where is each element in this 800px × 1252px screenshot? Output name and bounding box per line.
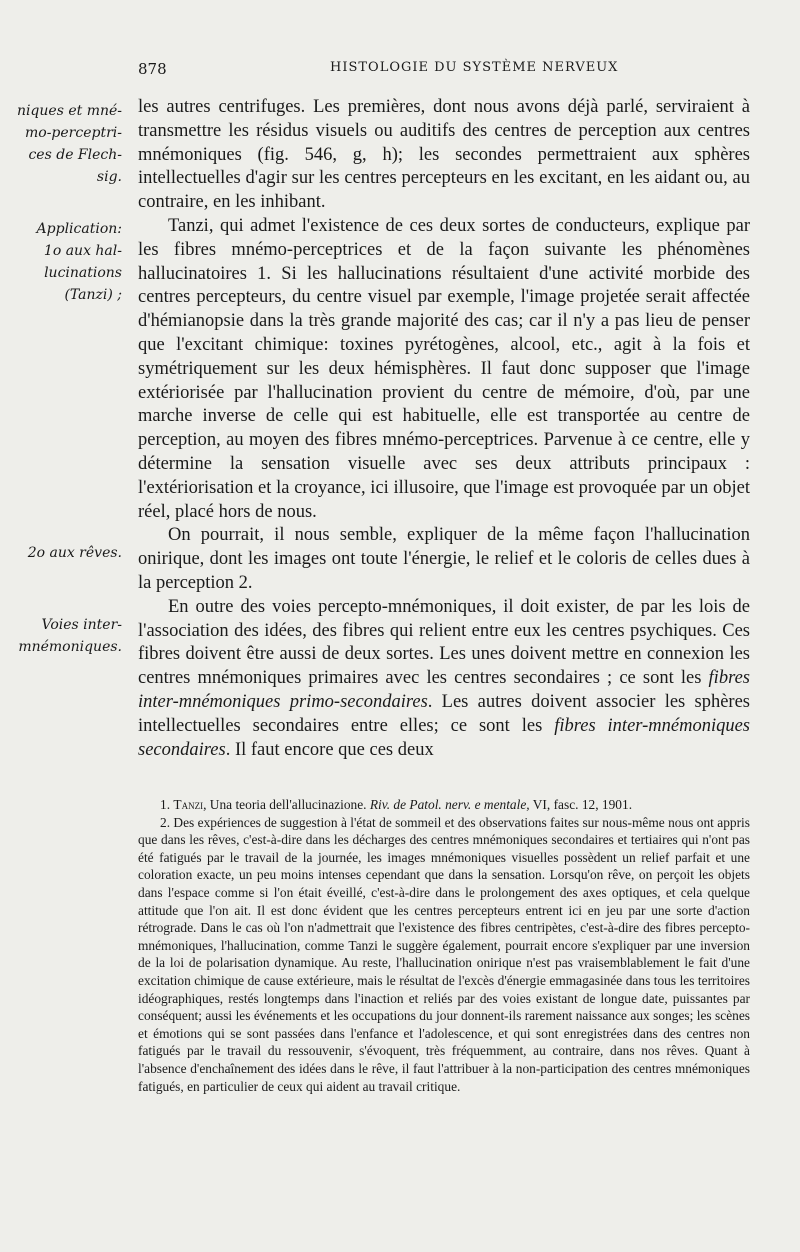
paragraph-4-text: . Il faut encore que ces deux bbox=[225, 739, 434, 760]
margin-note-application bbox=[2, 218, 122, 306]
margin-note-line: 2o aux rêves. bbox=[27, 545, 122, 561]
paragraph-1: les autres centrifuges. Les premières, dont nous avons déjà parlé, serviraient à transmettre les résidus visuels ou auditifs des centres de perception aux centres mnémoniques (fig. 546, g, h); les secondes permettraient aux sphères intellectuelles d'agir sur les centres percepteurs en les excitant, en les aidant ou, au contraire, en les inhibant. bbox=[138, 97, 750, 213]
paragraph-4 bbox=[138, 596, 750, 763]
margin-note-line: mnémoniques. bbox=[18, 639, 122, 655]
footnote-journal: Riv. de Patol. nerv. e mentale, bbox=[369, 797, 530, 812]
margin-note-line: (Tanzi) ; bbox=[64, 287, 122, 303]
footnote-number: 1. bbox=[160, 797, 171, 812]
paragraph-4-text: En outre des voies percepto-mnémoniques, il doit exister, de par les lois de l'association des idées, des fibres qui relient entre eux les centres psychiques. Ces fibres doivent être aussi de deux sortes. Les unes doivent mettre en connexion les centres mnémoniques primaires avec les centres secondaires ; ce sont les bbox=[138, 596, 750, 689]
term-primo-secondaires: fibres inter-mnémoniques primo-secondaires bbox=[138, 668, 751, 712]
margin-note-line: lucinations bbox=[44, 265, 122, 281]
footnote-title: Una teoria dell'allucinazione. bbox=[209, 797, 367, 812]
footnote-2: 2. Des expériences de suggestion à l'état de sommeil et des observations faites sur nous-même nous ont appris que dans les rêves, c'est-à-dire dans les décharges des centres mnémoniques secondaires et tertiaires qui n'ont pas été fatigués par le travail de la journée, les images mnémoniques visuelles possèdent un relief parfait et une coloration exacte, un peu moins intenses cependant que dans la sensation. Lorsqu'on rêve, on perçoit les objets dans l'espace comme si l'on était éveillé, c'est-à-dire dans le prolongement des axes optiques, et cela quelque attitude que l'on ait. Il est donc évident que les centres percepteurs entrent ici en jeu par une sorte d'action rétrograde. Dans le cas où l'on n'admettrait que l'existence des fibres centripètes, c'est-à-dire des fibres percepto-mnémoniques, l'hallucination, comme Tanzi le suggère également, pourrait encore s'expliquer par une inversion de la loi de polarisation dynamique. Au reste, l'hallucination onirique n'est pas vraisemblablement le fait d'une excitation chimique de cause extérieure, mais le résultat de l'excès d'énergie emmagasinée dans tous les territoires idéographiques, restés longtemps dans l'inaction et reliés par des voies existant de longue date, puissantes par conséquent; aussi les événements et les occupations du jour donnent-ils rarement naissance aux songes; les scènes et émotions qui se sont passées dans l'enfance et l'adolescence, et qui sont enregistrées dans des centres non fatigués par le travail du ressouvenir, s'évoquent, très fréquemment, au contraire, dans nos rêves. Quant à l'absence d'enchaînement des idées dans le rêve, il faut l'attribuer à la non-participation des centres mnémoniques fatigués, en particulier de ceux qui aident au travail critique. bbox=[138, 814, 750, 1094]
margin-note-line: mo-perceptri- bbox=[25, 125, 122, 141]
footnote-citation: VI, fasc. 12, 1901. bbox=[532, 797, 633, 812]
margin-note-line: 1o aux hal- bbox=[43, 243, 122, 259]
paragraph-4-text: . Les autres doivent associer les sphères intellectuelles secondaires entre elles; ce sont les bbox=[138, 691, 750, 736]
margin-note-line: ces de Flech- bbox=[28, 147, 122, 163]
margin-note-line: sig. bbox=[96, 169, 122, 185]
page-number: 878 bbox=[138, 60, 167, 78]
term-secondaires: fibres inter-mnémoniques secondaires bbox=[138, 715, 751, 760]
paragraph-3: On pourrait, il nous semble, expliquer de la même façon l'hallucination onirique, dont les images ont toute l'énergie, le relief et le coloris de celles dues à la perception 2. bbox=[138, 525, 750, 593]
paragraph-2: Tanzi, qui admet l'existence de ces deux sortes de conducteurs, explique par les fibres mnémo-perceptrices et de la façon suivante les phénomènes hallucinatoires 1. Si les hallucinations résultaient d'une activité morbide des centres percepteurs, du centre visuel par exemple, l'image projetée serait affectée d'hémianopsie dans la très grande majorité des cas; car il n'y a pas lieu de penser que l'excitant chimique: toxines pyrétogènes, alcool, etc., agit à la fois et symétriquement sur les deux hémisphères. Il faut donc supposer que l'image extériorisée par l'hallucination provient du centre de mémoire, d'où, par une marche inverse de celle qui est habituelle, elle est transportée au centre de perception, au moyen des fibres mnémo-perceptrices. Parvenue à ce centre, elle y détermine la sensation visuelle avec ses deux attributs principaux : l'extériorisation et la croyance, ici illusoire, que l'image est provoquée par un objet réel, placé hors de nous. bbox=[138, 215, 750, 522]
margin-note-line: niques et mné- bbox=[16, 103, 122, 119]
footnotes bbox=[138, 796, 750, 1095]
running-head: HISTOLOGIE DU SYSTÈME NERVEUX bbox=[330, 60, 619, 75]
margin-note-voies bbox=[2, 614, 122, 658]
margin-note-line: Application: bbox=[36, 221, 122, 237]
main-text bbox=[138, 96, 750, 762]
margin-note-fibres bbox=[2, 100, 122, 188]
margin-note-reves bbox=[2, 542, 122, 564]
footnote-author: Tanzi, bbox=[173, 797, 207, 812]
margin-note-line: Voies inter- bbox=[41, 617, 122, 633]
footnote-1 bbox=[138, 796, 750, 814]
